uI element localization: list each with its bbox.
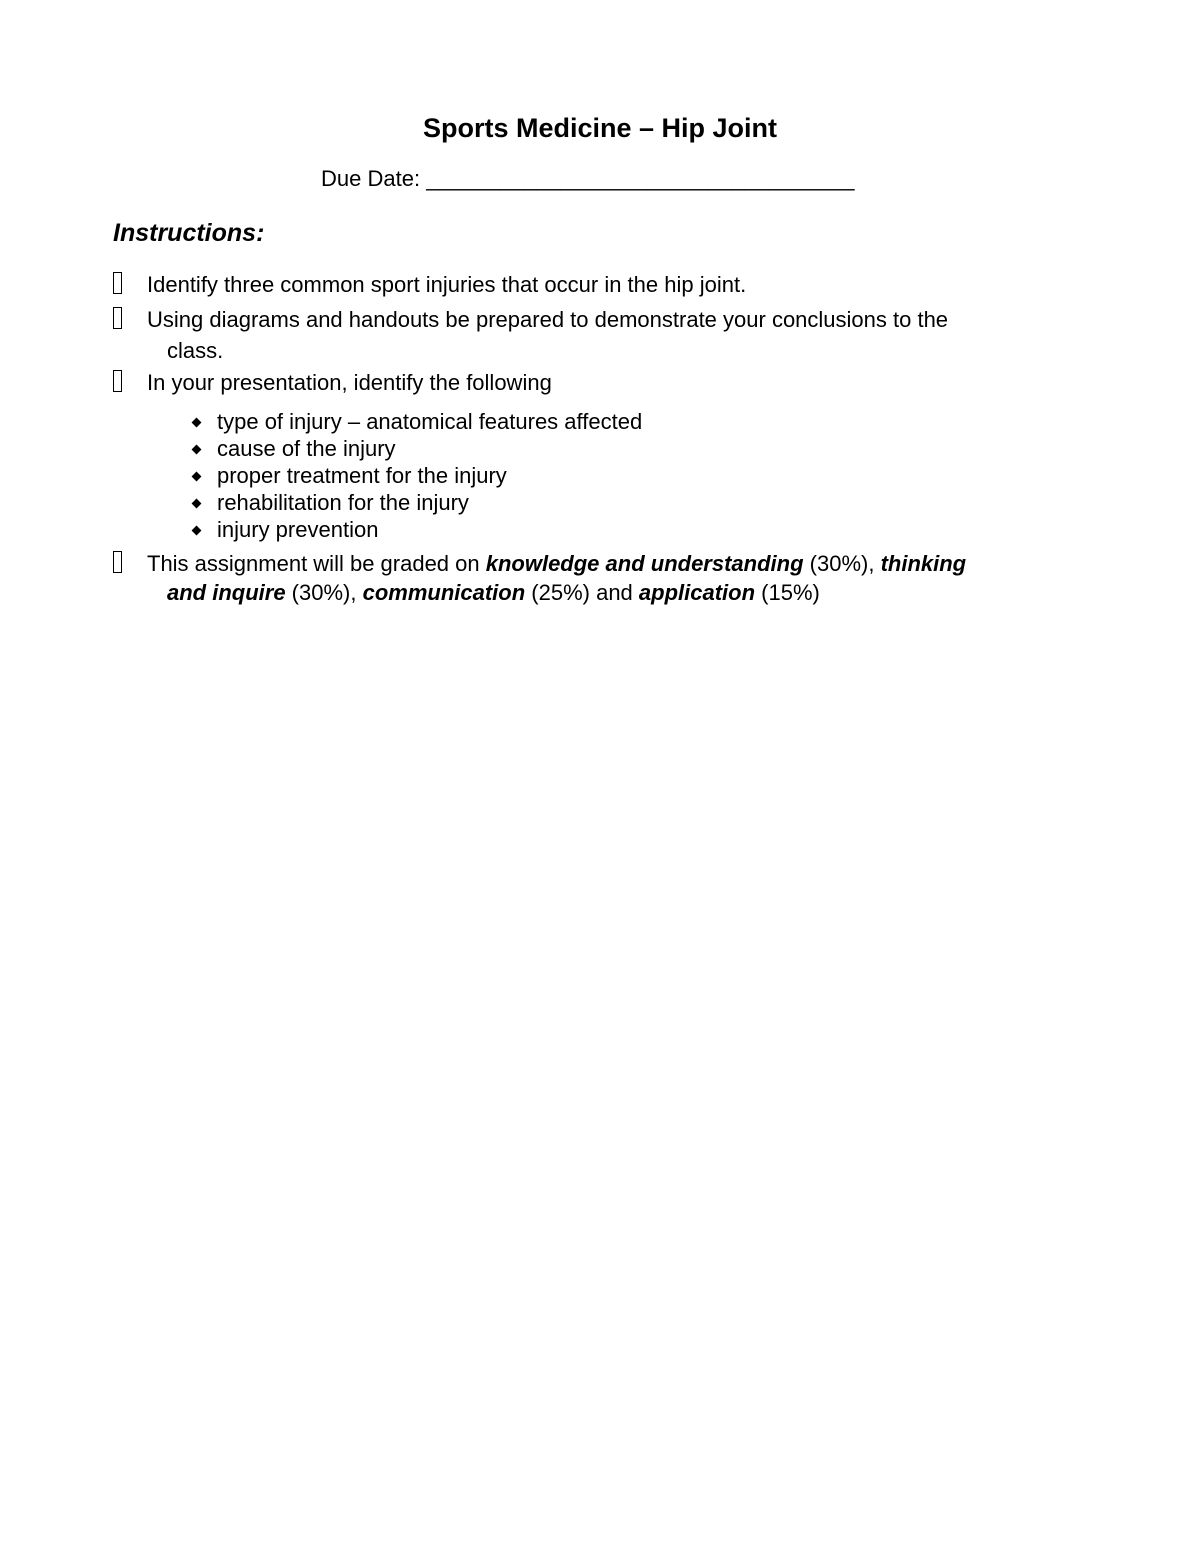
list-item-text: Using diagrams and handouts be prepared to demonstrate your conclusions to the xyxy=(147,307,949,332)
grading-line-1 xyxy=(147,549,966,579)
list-item-text-continued: class. xyxy=(167,338,224,363)
grading-category-thinking: thinking xyxy=(880,551,967,576)
instructions-heading: Instructions: xyxy=(113,219,265,247)
diamond-bullet-icon xyxy=(192,472,202,482)
sub-list-item-text: type of injury – anatomical features affected xyxy=(217,409,643,434)
grading-category-knowledge: knowledge and understanding xyxy=(485,551,804,576)
due-date-line xyxy=(321,166,854,192)
diamond-bullet-icon xyxy=(192,445,202,455)
box-bullet-icon xyxy=(113,370,122,392)
due-date-blank: ___________________________________ xyxy=(426,166,855,191)
box-bullet-icon xyxy=(113,307,122,329)
page-title: Sports Medicine – Hip Joint xyxy=(422,113,778,143)
grading-weight-application: (15%) xyxy=(755,580,820,605)
diamond-bullet-icon xyxy=(192,526,202,536)
grading-category-inquire: and inquire xyxy=(167,580,286,605)
box-bullet-icon xyxy=(113,272,122,294)
sub-list-item-text: cause of the injury xyxy=(217,436,396,461)
sub-list-item-text: rehabilitation for the injury xyxy=(217,490,469,515)
list-item-text: In your presentation, identify the following xyxy=(147,370,552,395)
box-bullet-icon xyxy=(113,551,122,573)
diamond-bullet-icon xyxy=(192,418,202,428)
sub-list-item-text: injury prevention xyxy=(217,517,379,542)
grading-category-communication: communication xyxy=(362,580,526,605)
list-item-text: Identify three common sport injuries that occur in the hip joint. xyxy=(147,272,747,297)
sub-list-item-text: proper treatment for the injury xyxy=(217,463,507,488)
grading-weight-knowledge: (30%), xyxy=(803,551,881,576)
grading-weight-thinking: (30%), xyxy=(285,580,363,605)
grading-intro: This assignment will be graded on xyxy=(147,551,486,576)
due-date-label: Due Date: xyxy=(321,166,421,191)
grading-category-application: application xyxy=(638,580,756,605)
grading-weight-communication: (25%) and xyxy=(525,580,639,605)
diamond-bullet-icon xyxy=(192,499,202,509)
grading-line-2 xyxy=(167,578,820,608)
